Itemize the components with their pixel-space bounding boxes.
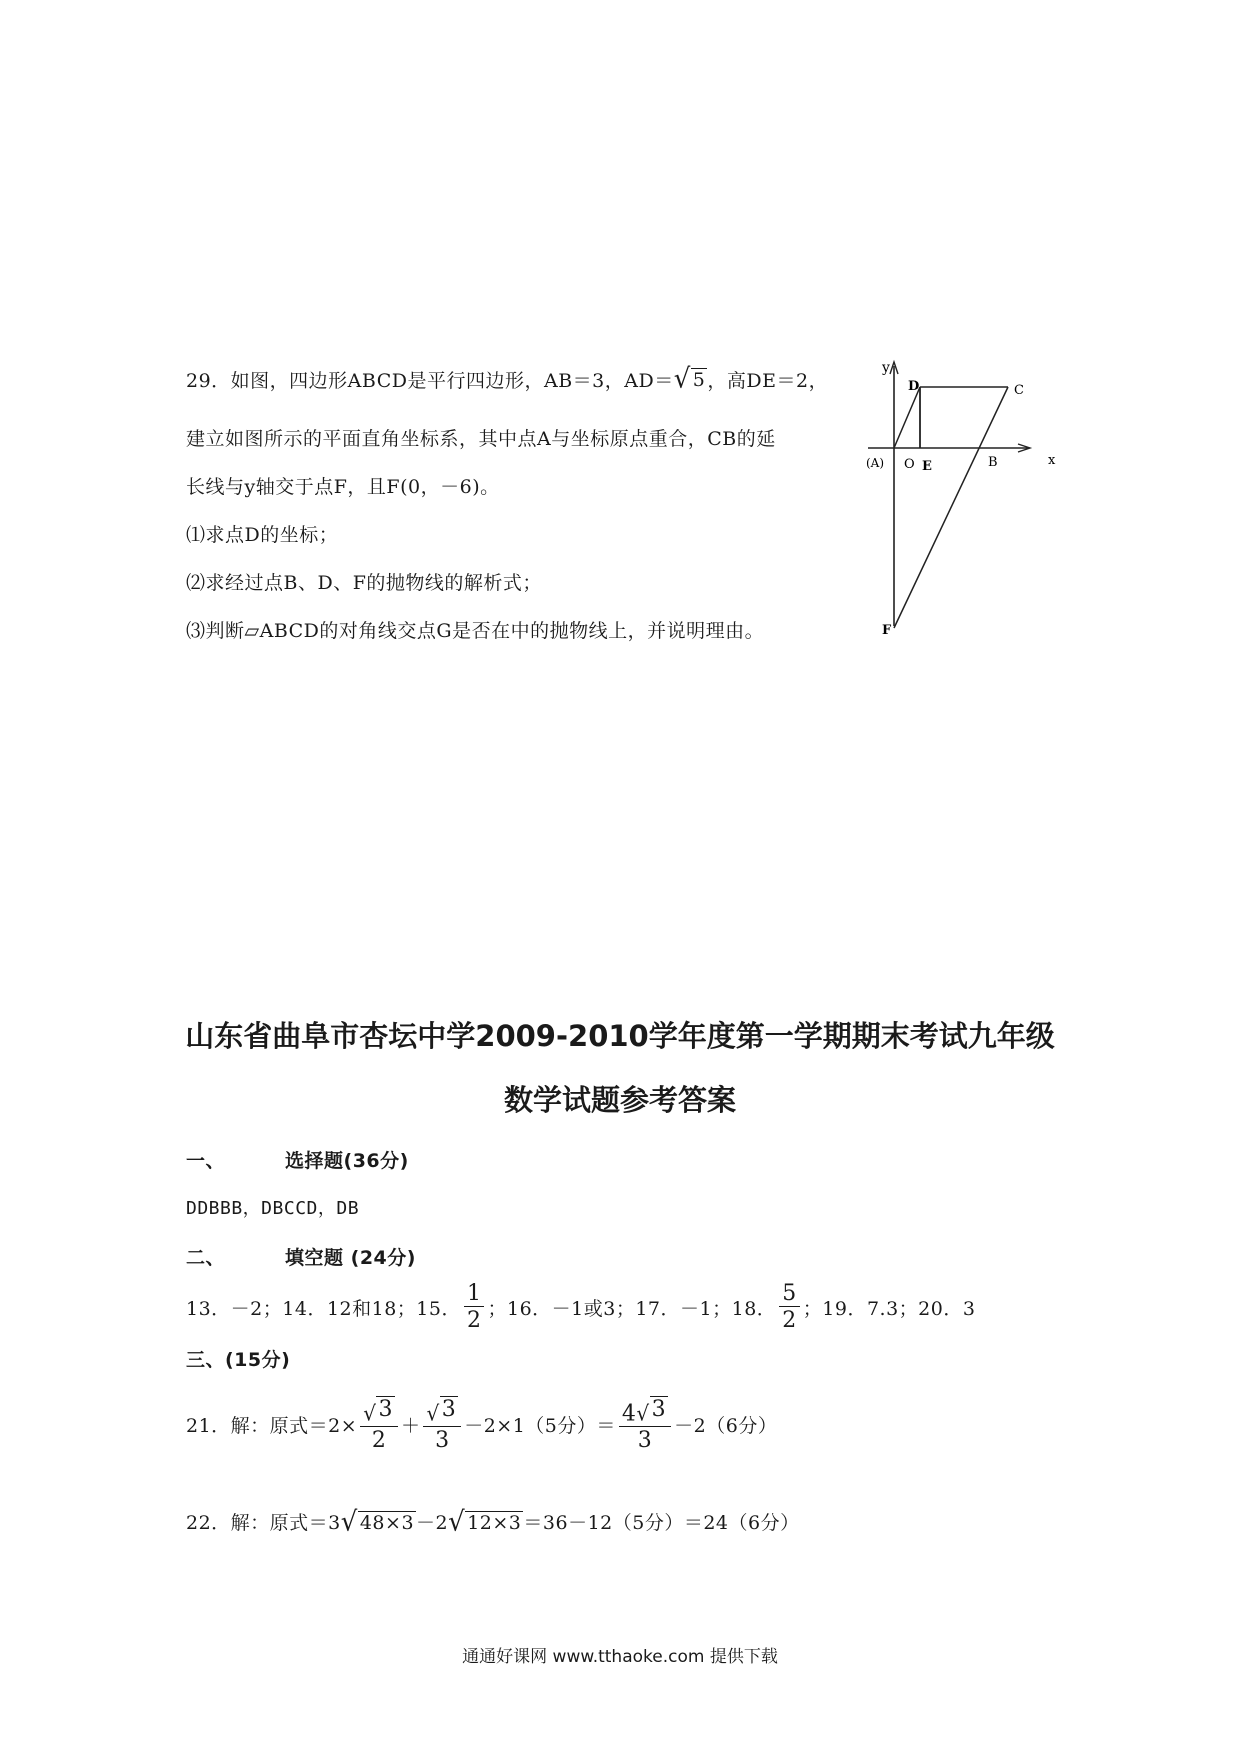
fraction-sqrt3-over-2 (360, 1396, 398, 1453)
fraction-numerator: 4 √ 3 (619, 1396, 671, 1427)
section3-heading: 三、(15分) (186, 1349, 291, 1371)
section1-title: 选择题(36分) (285, 1150, 409, 1172)
choice-answers: DDBBB，DBCCD，DB (186, 1198, 360, 1219)
label-e: E (922, 459, 932, 474)
fraction-denominator: 3 (637, 1428, 653, 1454)
q21-text-start: 21．解：原式＝2× (186, 1414, 358, 1437)
radicand: 3 (441, 1397, 457, 1422)
q21-text-end: －2（6分） (674, 1414, 778, 1437)
section1-number: 一、 (186, 1150, 226, 1172)
fill-answers-part-a: 13．－2；14．12和18；15． (186, 1297, 461, 1320)
q22-text-start: 22．解：原式＝3 (186, 1512, 341, 1534)
label-d: D (908, 379, 920, 394)
fraction-five-halves (779, 1282, 800, 1332)
fraction-denominator: 2 (466, 1308, 482, 1334)
q29-part2: ⑵求经过点B、D、F的抛物线的解析式； (186, 572, 542, 594)
q29-line1 (186, 363, 829, 395)
label-a: (A) (866, 456, 885, 470)
radicand: 3 (651, 1397, 667, 1422)
label-y: y (882, 360, 890, 376)
label-b: B (988, 455, 998, 470)
q29-line1-end: ，高DE＝2， (707, 370, 829, 392)
radicand: 48×3 (359, 1512, 415, 1535)
fraction-denominator: 2 (782, 1308, 797, 1334)
fraction-4sqrt3-over-3 (619, 1396, 671, 1453)
footer-credit: 通通好课网 www.tthaoke.com 提供下载 (462, 1647, 778, 1667)
answer-title-line1: 山东省曲阜市杏坛中学2009-2010学年度第一学期期末考试九年级 (185, 1019, 1055, 1053)
fill-answers (186, 1282, 975, 1332)
q29-part1: ⑴求点D的坐标； (186, 524, 339, 546)
line-cbf (894, 387, 1008, 628)
parallelogram-figure (858, 356, 1058, 642)
q21-solution (186, 1396, 777, 1453)
fill-answers-part-b: ；16．－1或3；17．－1；18． (487, 1297, 777, 1320)
q29-part3: ⑶判断▱ABCD的对角线交点G是否在中的抛物线上，并说明理由。 (186, 620, 765, 642)
side-ad (894, 387, 920, 448)
q29-line3: 长线与y轴交于点F，且F(0，－6)。 (186, 476, 500, 498)
radicand: 12×3 (467, 1512, 522, 1535)
section2-heading (186, 1243, 416, 1270)
coefficient: 4 (621, 1401, 637, 1427)
q22-text-end: ＝36－12（5分）＝24（6分） (523, 1512, 800, 1534)
section2-title: 填空题 (24分) (285, 1247, 416, 1269)
label-o: O (904, 457, 915, 472)
label-c: C (1014, 383, 1024, 398)
section2-number: 二、 (186, 1247, 226, 1269)
fraction-denominator: 2 (371, 1428, 387, 1454)
q22-text-middle: －2 (416, 1512, 449, 1534)
label-x: x (1048, 453, 1056, 468)
q21-text-middle: －2×1（5分）＝ (464, 1414, 616, 1437)
q29-line1-text: 29．如图，四边形ABCD是平行四边形，AB＝3，AD＝ (186, 370, 674, 392)
fraction-numerator: 5 (779, 1282, 800, 1307)
plus-sign: ＋ (400, 1414, 421, 1437)
label-f: F (882, 623, 892, 638)
fraction-numerator: 1 (464, 1282, 485, 1307)
q22-solution (186, 1506, 800, 1538)
sqrt-5-radicand: 5 (692, 369, 706, 392)
fill-answers-part-c: ；19．7.3；20．3 (802, 1297, 976, 1320)
fraction-one-half (464, 1282, 485, 1332)
sqrt-48x3: √ 48×3 (340, 1506, 415, 1538)
fraction-sqrt3-over-3 (423, 1396, 461, 1453)
q29-line2: 建立如图所示的平面直角坐标系，其中点A与坐标原点重合，CB的延 (186, 428, 776, 450)
fraction-numerator: √ 3 (423, 1396, 461, 1427)
section1-heading (186, 1146, 409, 1173)
radicand: 3 (378, 1397, 393, 1422)
sqrt-12x3: √ 12×3 (448, 1506, 522, 1538)
fraction-numerator: √ 3 (360, 1396, 398, 1427)
fraction-denominator: 3 (435, 1428, 450, 1454)
answer-title-line2: 数学试题参考答案 (503, 1083, 736, 1117)
sqrt-5: √ 5 (673, 363, 706, 395)
